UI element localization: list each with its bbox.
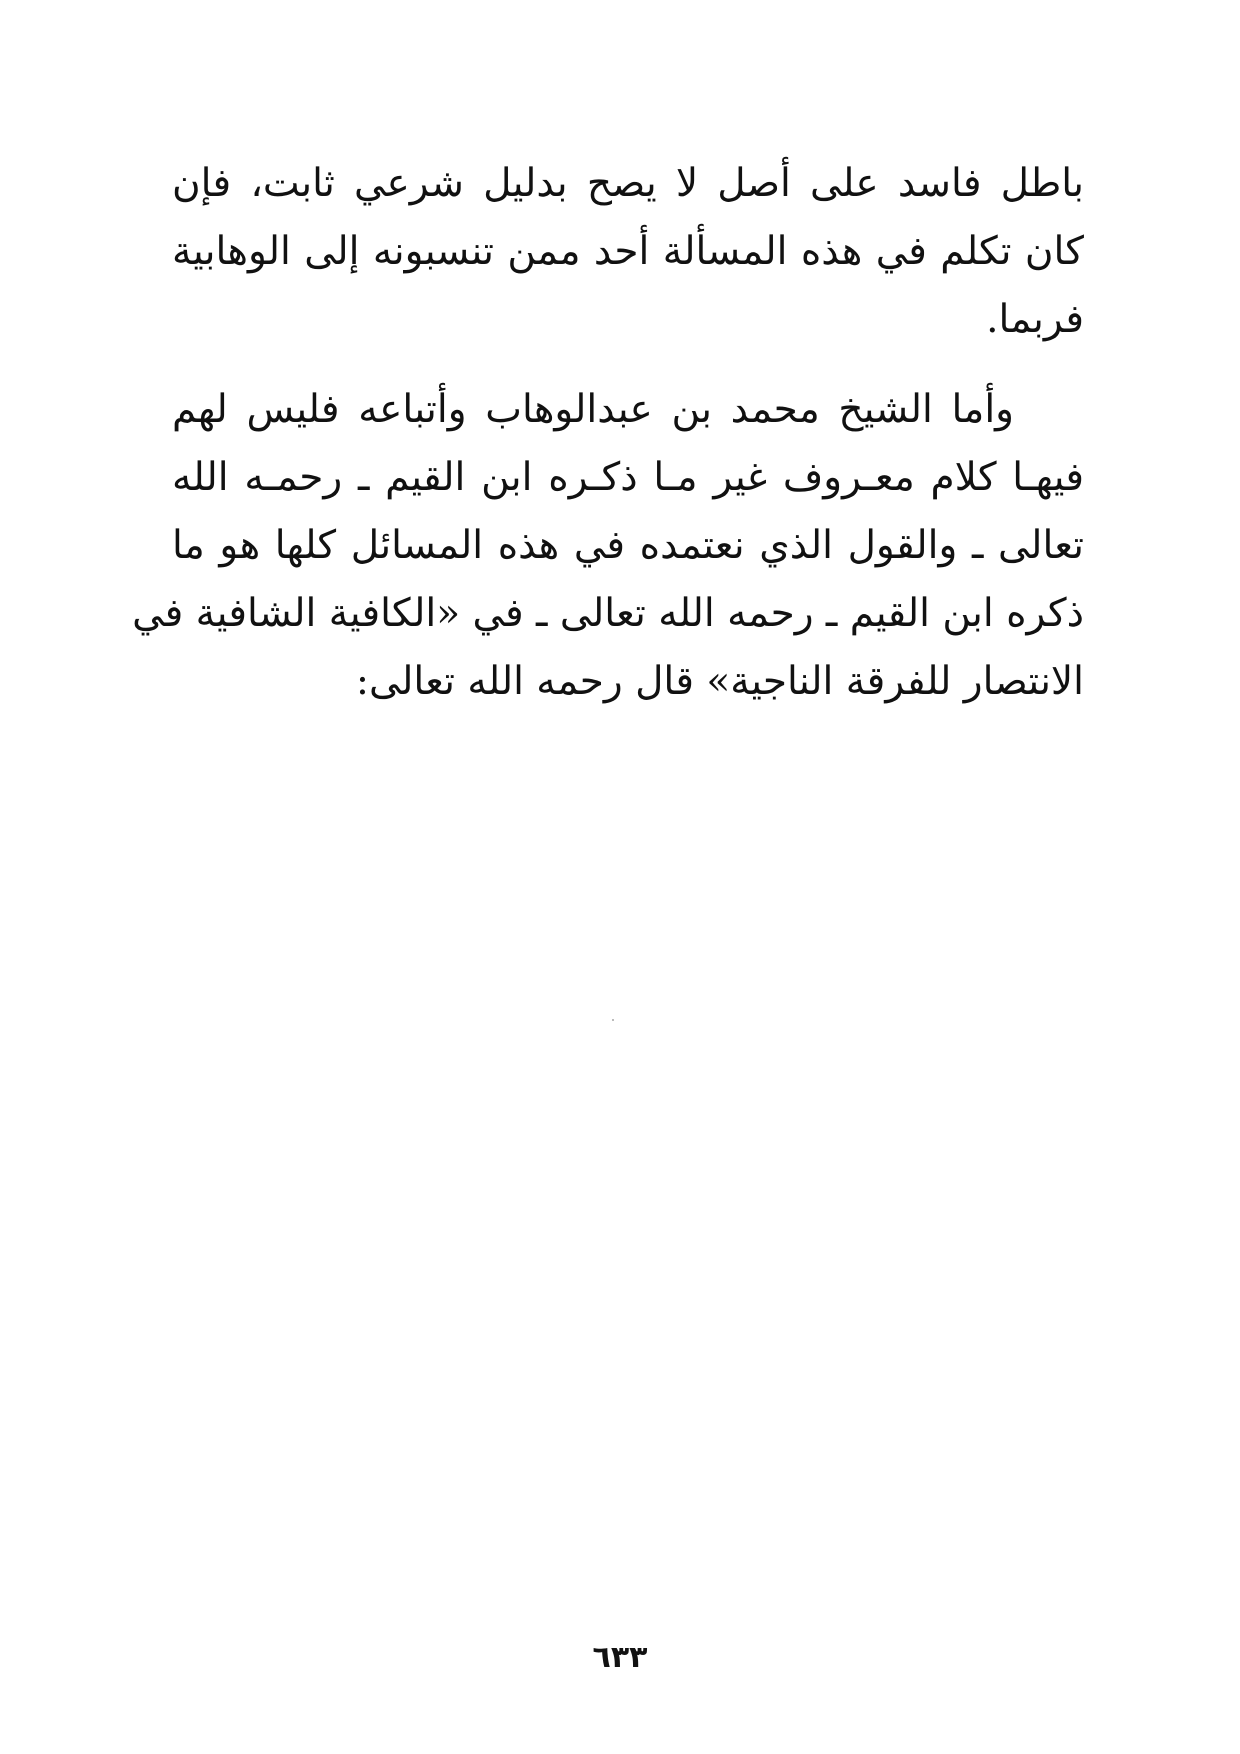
text-line: تعالى ـ والقول الذي نعتمده في هذه المسائل كلها هو ما bbox=[172, 523, 1084, 568]
text-line: باطل فاسد على أصل لا يصح بدليل شرعي ثابت، فإن bbox=[172, 161, 1084, 206]
text-line: وأما الشيخ محمد بن عبدالوهاب وأتباعه فليس لهم bbox=[172, 387, 1014, 432]
page-number: ٦٣٣ bbox=[592, 1640, 648, 1675]
body-text bbox=[132, 150, 1084, 716]
paragraph-1 bbox=[172, 150, 1084, 354]
paragraph-2 bbox=[132, 376, 1084, 716]
text-line: فيهـا كلام معـروف غير مـا ذكـره ابن القيم ـ رحمـه الله bbox=[172, 455, 1084, 500]
scan-speck bbox=[612, 1019, 614, 1021]
text-line: فربما. bbox=[986, 297, 1084, 342]
text-line: الانتصار للفرقة الناجية» قال رحمه الله تعالى: bbox=[355, 659, 1084, 704]
text-line: كان تكلم في هذه المسألة أحد ممن تنسبونه إلى الوهابية bbox=[172, 229, 1084, 274]
text-line: ذكره ابن القيم ـ رحمه الله تعالى ـ في «الكافية الشافية في bbox=[132, 591, 1084, 636]
